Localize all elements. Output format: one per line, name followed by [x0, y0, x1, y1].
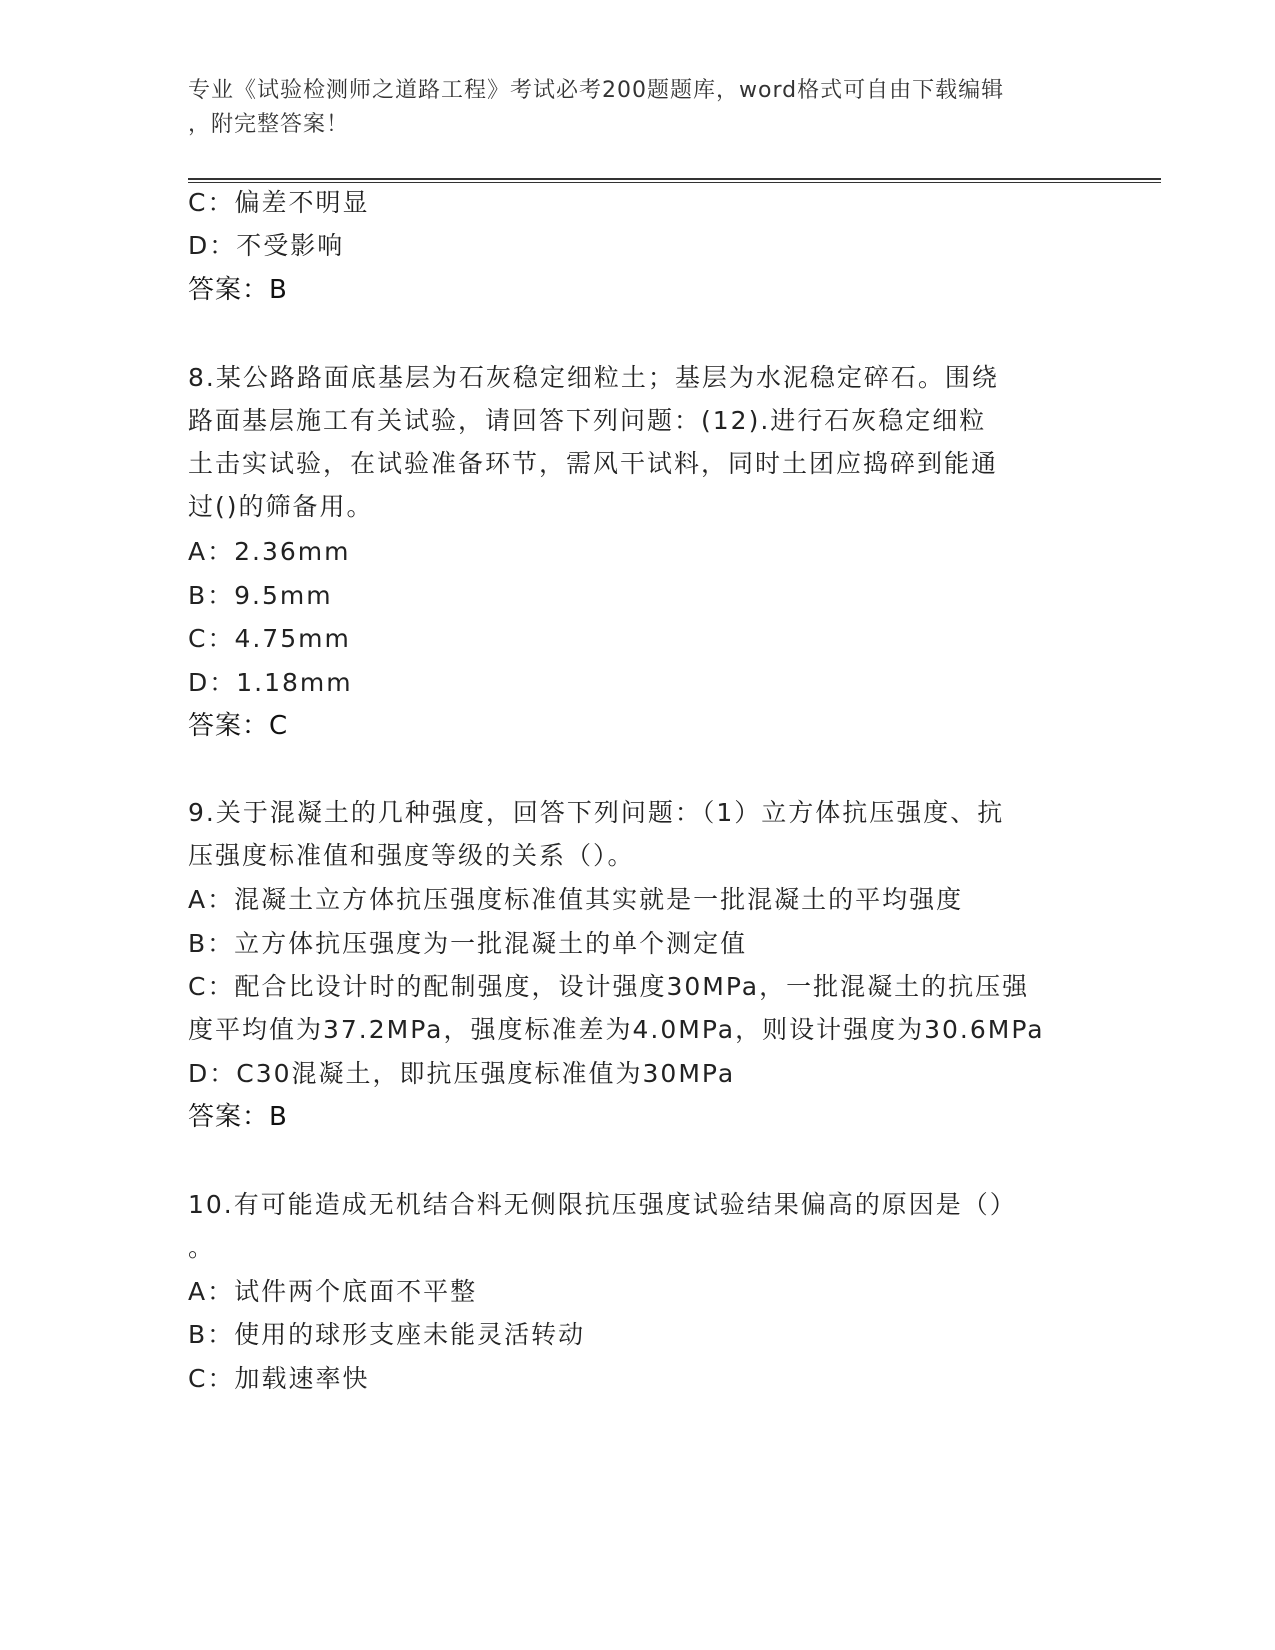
answer-q9: 答案：B — [188, 1102, 288, 1132]
question-9-line-1: 9.关于混凝土的几种强度，回答下列问题：（1）立方体抗压强度、抗 — [188, 798, 1005, 827]
option-d-q7: D：不受影响 — [188, 231, 345, 260]
option-a-q8: A：2.36mm — [188, 537, 351, 566]
question-8-line-2: 路面基层施工有关试验，请回答下列问题：(12).进行石灰稳定细粒 — [188, 406, 987, 435]
option-d-q9: D：C30混凝土，即抗压强度标准值为30MPa — [188, 1059, 736, 1088]
option-c-q9-line-1: C：配合比设计时的配制强度，设计强度30MPa，一批混凝土的抗压强 — [188, 972, 1030, 1001]
question-8-line-3: 土击实试验，在试验准备环节，需风干试料，同时土团应捣碎到能通 — [188, 449, 999, 478]
option-c-q8: C：4.75mm — [188, 624, 351, 653]
question-8-line-1: 8.某公路路面底基层为石灰稳定细粒土；基层为水泥稳定碎石。围绕 — [188, 363, 999, 392]
option-b-q10: B：使用的球形支座未能灵活转动 — [188, 1320, 586, 1349]
question-9-line-2: 压强度标准值和强度等级的关系（）。 — [188, 841, 635, 870]
question-10-line-1: 10.有可能造成无机结合料无侧限抗压强度试验结果偏高的原因是（） — [188, 1190, 1017, 1219]
header-line-1: 专业《试验检测师之道路工程》考试必考200题题库，word格式可自由下载编辑 — [188, 78, 1005, 103]
option-c-q9-line-2: 度平均值为37.2MPa，强度标准差为4.0MPa，则设计强度为30.6MPa — [188, 1015, 1045, 1044]
answer-q8: 答案：C — [188, 711, 289, 741]
page-header — [188, 74, 1088, 142]
option-c-q7: C：偏差不明显 — [188, 188, 370, 217]
option-a-q9: A：混凝土立方体抗压强度标准值其实就是一批混凝土的平均强度 — [188, 885, 964, 914]
question-10-line-2: 。 — [188, 1233, 216, 1262]
option-a-q10: A：试件两个底面不平整 — [188, 1277, 478, 1306]
option-b-q8: B：9.5mm — [188, 581, 333, 610]
option-c-q10: C：加载速率快 — [188, 1364, 370, 1393]
header-divider — [188, 178, 1161, 183]
option-b-q9: B：立方体抗压强度为一批混凝土的单个测定值 — [188, 929, 748, 958]
answer-q7: 答案：B — [188, 275, 288, 305]
question-8-line-4: 过()的筛备用。 — [188, 492, 374, 521]
header-line-2: ，附完整答案！ — [188, 112, 350, 137]
option-d-q8: D：1.18mm — [188, 668, 353, 697]
